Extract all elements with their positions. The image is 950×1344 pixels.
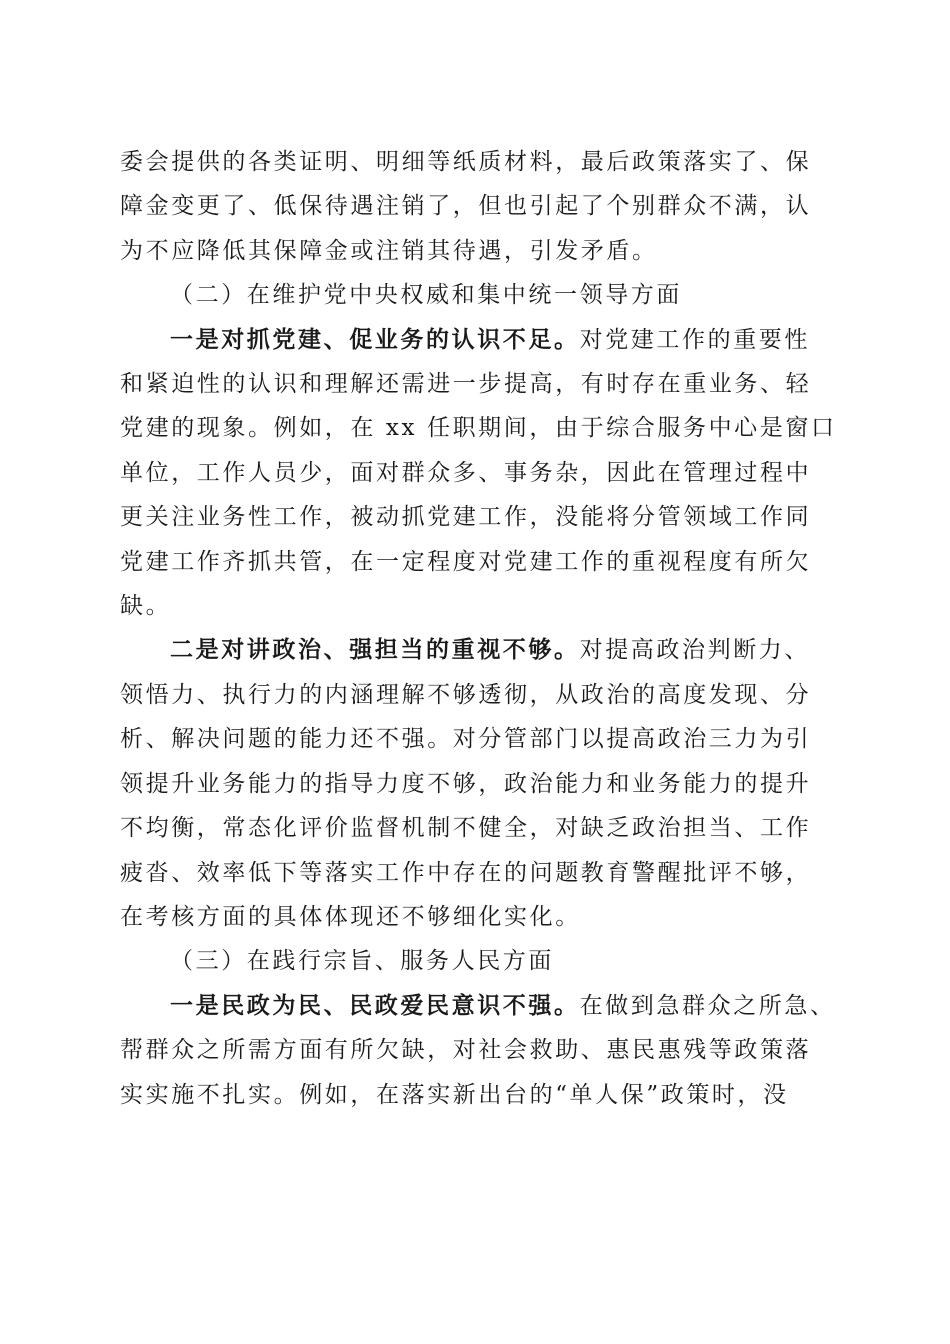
paragraph-lead-text: 二是对讲政治、强担当的重视不够。: [170, 636, 580, 664]
text-line: 缺。: [120, 593, 172, 620]
text-line: 不均衡，常态化评价监督机制不健全，对缺乏政治担当、工作: [120, 815, 812, 842]
paragraph-civil-affairs: [120, 984, 836, 1117]
section-heading-2-text: （二）在维护党中央权威和集中统一领导方面: [170, 282, 682, 309]
text-line: 单位，工作人员少，面对群众多、事务杂，因此在管理过程中: [120, 459, 812, 486]
text-line: 更关注业务性工作，被动抓党建工作，没能将分管领域工作同: [120, 504, 812, 531]
text-line: 为不应降低其保障金或注销其待遇，引发矛盾。: [120, 237, 658, 264]
text-line: 析、解决问题的能力还不强。对分管部门以提高政治三力为引: [120, 726, 812, 753]
section-heading-3: [120, 939, 832, 983]
section-heading-2: [120, 273, 832, 317]
text-line-first: [120, 984, 836, 1028]
text-line: 疲沓、效率低下等落实工作中存在的问题教育警醒批评不够，: [120, 859, 812, 886]
paragraph-party-building: [120, 318, 837, 629]
paragraph-politics: [120, 628, 832, 939]
paragraph-continued: [120, 140, 832, 273]
text-line: 领提升业务能力的指导力度不够，政治能力和业务能力的提升: [120, 770, 812, 797]
text-line: 委会提供的各类证明、明细等纸质材料，最后政策落实了、保: [120, 149, 812, 175]
document-body: [120, 140, 837, 1117]
paragraph-first-line-rest: 在做到急群众之所急、: [579, 992, 836, 1019]
text-line: 和紧迫性的认识和理解还需进一步提高，有时存在重业务、轻: [120, 371, 812, 398]
paragraph-lead-text: 一是民政为民、民政爱民意识不强。: [170, 991, 580, 1019]
text-line: 帮群众之所需方面有所欠缺，对社会救助、惠民惠残等政策落: [120, 1037, 812, 1064]
text-line-first: [120, 628, 832, 672]
text-line: 党建工作齐抓共管，在一定程度对党建工作的重视程度有所欠: [120, 548, 812, 575]
section-heading-3-text: （三）在践行宗旨、服务人民方面: [170, 948, 554, 975]
text-line: 在考核方面的具体体现还不够细化实化。: [120, 903, 581, 930]
text-line: 领悟力、执行力的内涵理解不够透彻，从政治的高度发现、分: [120, 681, 812, 708]
text-line: 障金变更了、低保待遇注销了，但也引起了个别群众不满，认: [120, 193, 812, 220]
paragraph-first-line-rest: 对提高政治判断力、: [579, 637, 811, 664]
text-line-first: [120, 318, 832, 362]
text-line: 党建的现象。例如，在 xx 任职期间，由于综合服务中心是窗口: [120, 415, 837, 442]
text-line: 实实施不扎实。例如，在落实新出台的“单人保”政策时，没: [120, 1081, 789, 1108]
paragraph-first-line-rest: 对党建工作的重要性: [579, 326, 811, 353]
paragraph-lead-text: 一是对抓党建、促业务的认识不足。: [170, 325, 580, 353]
